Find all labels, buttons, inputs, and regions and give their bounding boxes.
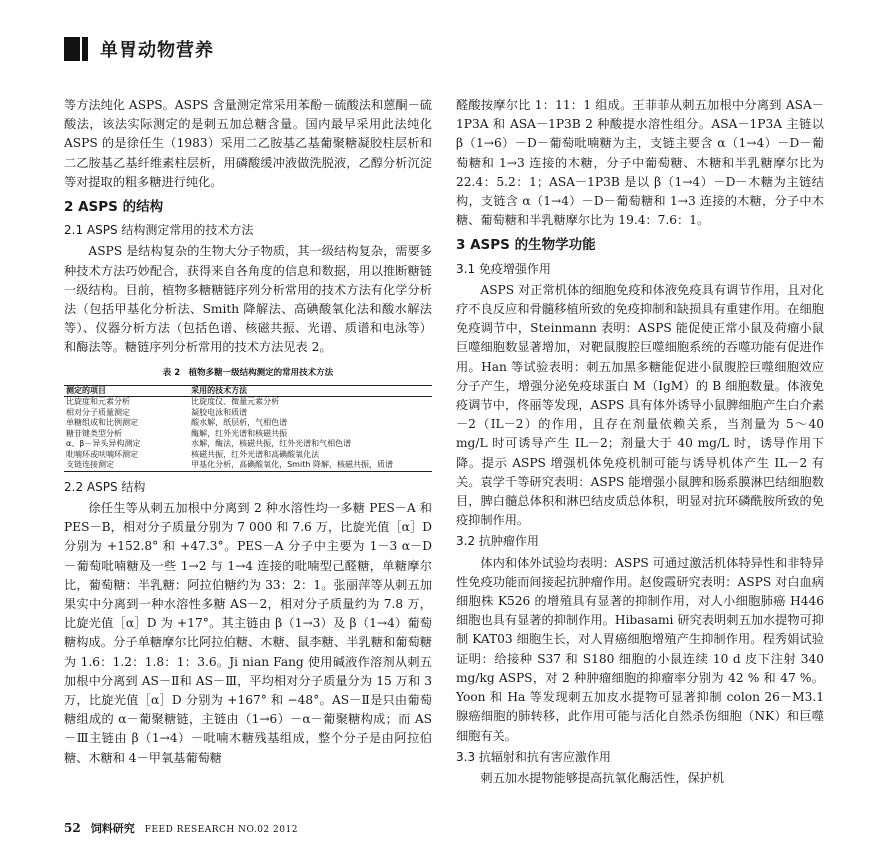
heading-function: 3 ASPS 的生物学功能 (456, 237, 596, 254)
subheading-methods: 2.1 ASPS 结构测定常用的技术方法 (64, 223, 254, 238)
structure-paragraph: 徐任生等从刺五加根中分离到 2 种水溶性均一多糖 PES－A 和 PES－B，相对分子质量分别为 7 000 和 7.6 万，比旋光值［α］D 分别为 +152.8° 和 +47.3°。PES－A 分子中主要为 1－3 α－D－葡萄吡喃糖及一些 1→2 与 1→4 连接的吡喃型己醛糖，单糖摩尔比，葡萄糖：半乳糖：阿拉伯糖约为 33：2：1。张丽萍等从刺五加果实中分离到一种水溶性多糖 AS－2，相对分子质量约为 7.8 万，比旋光值［α］D 为 +17°。其主链由 β（1→3）及 β（1→4）葡萄糖构成。分子单糖摩尔比阿拉伯糖、木糖、鼠李糖、半乳糖和葡萄糖为 1.6：1.2：1.8：1：3.6。Ji nian Fang 使用碱液作溶剂从刺五加根中分离到 AS－Ⅱ和 AS－Ⅲ，平均相对分子质量分为 15 万和 3 万，比旋光值［α］D 分别为 +167° 和 −48°。AS－Ⅱ是只由葡萄糖组成的 α－葡聚糖链，主链由（1→6）－α－葡聚糖构成；而 AS－Ⅲ主链由 β（1→4）－吡喃木糖残基组成，整个分子是由阿拉伯糖、木糖和 4－甲氧基葡萄糖 (64, 501, 432, 765)
table-cell: 比旋度仪、微量元素分析 (191, 397, 280, 407)
page-footer (64, 820, 298, 836)
table-caption: 表 2 植物多糖一级结构测定的常用技术方法 (162, 367, 334, 378)
table-row (64, 418, 432, 429)
table-row (64, 460, 432, 471)
table-cell: 凝胶电泳和质谱 (191, 407, 248, 417)
table-cell: 酶解，红外光谱和核磁共振 (191, 428, 288, 438)
table-cell: 水解，酶法，核磁共振，红外光谱和气相色谱 (191, 439, 352, 449)
table-header-row (64, 385, 432, 397)
heading-structure: 2 ASPS 的结构 (64, 199, 164, 216)
table-cell: 糖苷键类型分析 (66, 428, 122, 438)
immune-paragraph: ASPS 对正常机体的细胞免疫和体液免疫具有调节作用，且对化疗不良反应和骨髓移植所致的免疫抑制和缺损具有重建作用。在细胞免疫调节中，Steinmann 表明：ASPS 能促使正常小鼠及荷瘤小鼠巨噬细胞数显著增加，对靶鼠腹腔巨噬细胞系统的吞噬功能有促进作用。Han 等试验表明：刺五加黑多糖能促进小鼠腹腔巨噬细胞效应分子产生，增强分泌免疫球蛋白 M（IgM）的 B 细胞数量。体液免疫调节中，佟丽等发现，ASPS 具有体外诱导小鼠脾细胞产生白介素－2（IL－2）的作用，且存在剂量依赖关系，当剂量为 5～40 mg/L 时可诱导产生 IL－2；剂量大于 40 mg/L 时，诱导作用下降。提示 ASPS 增强机体免疫机制可能与诱导机体产生 IL－2 有关。袁学千等研究表明：ASPS 能增强小鼠脾和肠系膜淋巴结细胞数目，脾白髓总体积和淋巴结皮质总体积，明显对抗环磷酰胺所致的免疫抑制作用。 (456, 282, 824, 528)
tumor-paragraph: 体内和体外试验均表明：ASPS 可通过激活机体特异性和非特异性免疫功能而间接起抗肿瘤作用。赵俊霞研究表明：ASPS 对白血病细胞株 K526 的增殖具有显著的抑制作用，对人小细胞肺癌 H446 细胞也具有显著的抑制作用。Hibasami 研究表明刺五加水提物可抑制 KAT03 细胞生长，对人胃癌细胞增殖产生抑制作用。程秀娟试验证明：给接种 S37 和 S180 细胞的小鼠连续 10 d 皮下注射 340 mg/kg ASPS，对 2 种肿瘤细胞的抑瘤率分别为 42 % 和 47 %。Yoon 和 Ha 等发现刺五加皮水提物可显著抑制 colon 26－M3.1 腺癌细胞的肺转移，此作用可能与活化自然杀伤细胞（NK）和巨噬细胞有关。 (456, 555, 824, 743)
journal-name: 饲料研究 (90, 822, 135, 835)
subheading-asps-structure: 2.2 ASPS 结构 (64, 479, 146, 494)
radiation-paragraph: 刺五加水提物能够提高抗氧化酶活性，保护机 (480, 770, 725, 785)
table-cell: 比旋度和元素分析 (66, 397, 130, 407)
right-column (456, 96, 824, 790)
section-title: 单胃动物营养 (100, 40, 214, 61)
table-cell: 酸水解，纸层析，气相色谱 (191, 418, 288, 428)
table-header-cell: 测定的项目 (66, 385, 106, 395)
subheading-radiation: 3.3 抗辐射和抗有害应激作用 (456, 749, 611, 764)
table-cell: 吡喃环或呋喃环测定 (66, 449, 138, 459)
continued-paragraph: 醛酸按摩尔比 1：11：1 组成。王菲菲从刺五加根中分离到 ASA－1P3A 和 ASA－1P3B 2 种酸提水溶性组分。ASA－1P3A 主链以 β（1→6）－D－葡萄吡喃糖为主，支链主要含 α（1→4）－D－葡萄糖和 1→3 连接的木糖，分子中葡萄糖、木糖和半乳糖摩尔比为 22.4：5.2：1；ASA－1P3B 是以 β（1→4）－D－木糖为主链结构，支链含 α（1→4）－D－葡萄糖和 1→3 连接的木糖，分子中木糖、葡萄糖和半乳糖摩尔比为 19.4：7.6：1。 (456, 98, 824, 228)
table-cell: 核磁共振，红外光谱和高碘酸氧化法 (191, 449, 320, 459)
page-number: 52 (64, 821, 81, 835)
methods-paragraph: ASPS 是结构复杂的生物大分子物质，其一级结构复杂，需要多种技术方法巧妙配合，获得来自各角度的信息和数据，用以推断糖链一级结构。目前，植物多糖糖链序列分析常用的技术方法有化学分析法（包括甲基化分析法、Smith 降解法、高碘酸氧化法和酸水解法等）、仪器分析方法（包括色谱、核磁共振、光谱、质谱和电泳等）和酶法等。糖链序列分析常用的技术方法见表 2。 (64, 244, 432, 355)
table-cell: 相对分子质量测定 (66, 407, 130, 417)
section-marker-icon (64, 37, 80, 61)
table-header-cell: 采用的技术方法 (191, 385, 248, 395)
methods-table (64, 385, 432, 472)
intro-paragraph: 等方法纯化 ASPS。ASPS 含量测定常采用苯酚－硫酸法和蒽酮－硫酸法，该法实际测定的是刺五加总糖含量。国内最早采用此法纯化 ASPS 的是徐任生（1983）采用二乙胺基乙基葡聚糖凝胶柱层析和二乙胺基乙基纤维素柱层析，用磷酸缓冲液做洗脱液，乙醇分析沉淀等对提取的粗多糖进行纯化。 (64, 98, 432, 189)
table-cell: 甲基化分析，高碘酸氧化，Smith 降解，核磁共振，质谱 (191, 460, 393, 470)
subheading-tumor: 3.2 抗肿瘤作用 (456, 534, 539, 549)
table-cell: α、β－异头异构测定 (66, 439, 141, 449)
table-row (64, 397, 432, 408)
table-row (64, 450, 432, 461)
table-cell: 支链连接测定 (66, 460, 114, 470)
subheading-immune: 3.1 免疫增强作用 (456, 261, 551, 276)
left-column (64, 96, 432, 770)
table-row (64, 408, 432, 419)
journal-issue: FEED RESEARCH NO.02 2012 (144, 825, 298, 835)
table-row (64, 429, 432, 440)
table-cell: 单糖组成和比例测定 (66, 418, 138, 428)
table-row (64, 439, 432, 450)
section-header (64, 36, 214, 62)
